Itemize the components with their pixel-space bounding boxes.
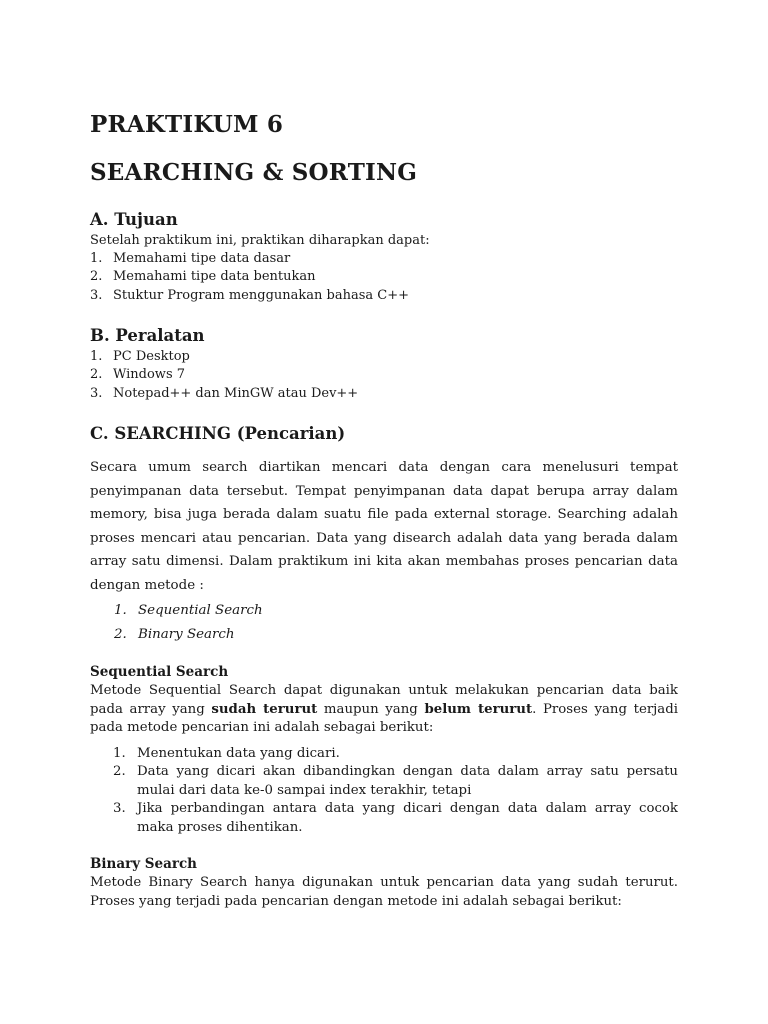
list-number: 2. <box>113 764 126 780</box>
paragraph-text: . Proses yang terjadi pada metode pencarian ini adalah sebagai berikut: <box>90 701 678 735</box>
list-text: Binary Search <box>138 626 235 642</box>
methods-list <box>114 603 263 650</box>
binary-paragraph: Metode Binary Search hanya digunakan untuk pencarian data yang sudah terurut. Proses yang terjadi pada pencarian dengan metode ini adalah sebagai berikut: <box>90 875 678 909</box>
binary-heading: Binary Search <box>90 856 197 872</box>
list-item <box>90 385 358 403</box>
list-number: 3. <box>113 801 126 817</box>
paragraph-text: Metode Sequential Search dapat digunakan untuk melakukan pencarian data baik pada array yang <box>90 683 678 717</box>
page-subtitle: SEARCHING & SORTING <box>90 159 418 186</box>
list-item <box>90 268 409 286</box>
list-item <box>113 745 678 763</box>
list-item <box>114 603 263 627</box>
list-number: 2. <box>90 269 103 285</box>
list-item <box>90 348 358 366</box>
list-text: PC Desktop <box>113 349 190 364</box>
sequential-steps <box>113 745 678 837</box>
section-b-heading: B. Peralatan <box>90 326 205 345</box>
section-b-list <box>90 348 358 403</box>
list-number: 2. <box>90 367 103 383</box>
list-number: 3. <box>90 385 103 401</box>
page-title: PRAKTIKUM 6 <box>90 111 284 138</box>
list-text: Memahami tipe data dasar <box>113 251 291 266</box>
list-text: Memahami tipe data bentukan <box>113 269 316 285</box>
emphasis-text: belum terurut <box>424 701 533 717</box>
sequential-paragraph <box>90 682 678 738</box>
list-item <box>90 287 409 305</box>
list-item <box>114 627 263 651</box>
list-text: Jika perbandingan antara data yang dicari dengan data dalam array cocok maka proses dihentikan. <box>137 801 678 835</box>
list-number: 1. <box>114 603 127 618</box>
list-text: Stuktur Program menggunakan bahasa C++ <box>113 287 410 303</box>
sequential-heading: Sequential Search <box>90 664 229 680</box>
list-item <box>113 763 678 800</box>
section-a-heading: A. Tujuan <box>90 210 178 229</box>
section-a-intro: Setelah praktikum ini, praktikan diharapkan dapat: <box>90 233 430 248</box>
list-number: 1. <box>90 349 103 364</box>
paragraph-text: maupun yang <box>317 701 425 717</box>
list-number: 1. <box>90 251 103 266</box>
list-number: 2. <box>114 626 127 642</box>
list-item <box>90 250 409 268</box>
list-item <box>90 366 358 384</box>
list-text: Menentukan data yang dicari. <box>137 746 340 761</box>
section-c-heading: C. SEARCHING (Pencarian) <box>90 424 346 443</box>
list-item <box>113 800 678 837</box>
list-text: Notepad++ dan MinGW atau Dev++ <box>113 385 359 401</box>
list-text: Windows 7 <box>113 367 186 383</box>
emphasis-text: sudah terurut <box>211 701 318 717</box>
list-text: Data yang dicari akan dibandingkan dengan data dalam array satu persatu mulai dari data ke-0 sampai index terakhir, tetapi <box>137 764 678 798</box>
section-a-list <box>90 250 409 305</box>
list-number: 3. <box>90 287 103 303</box>
list-number: 1. <box>113 746 126 761</box>
list-text: Sequential Search <box>138 603 263 618</box>
section-c-paragraph: Secara umum search diartikan mencari data dengan cara menelusuri tempat penyimpanan data tersebut. Tempat penyimpanan data dapat berupa array dalam memory, bisa juga berada dalam suatu file pada external storage. Searching adalah proses mencari atau pencarian. Data yang disearch adalah data yang berada dalam array satu dimensi. Dalam praktikum ini kita akan membahas proses pencarian data dengan metode : <box>90 460 678 593</box>
